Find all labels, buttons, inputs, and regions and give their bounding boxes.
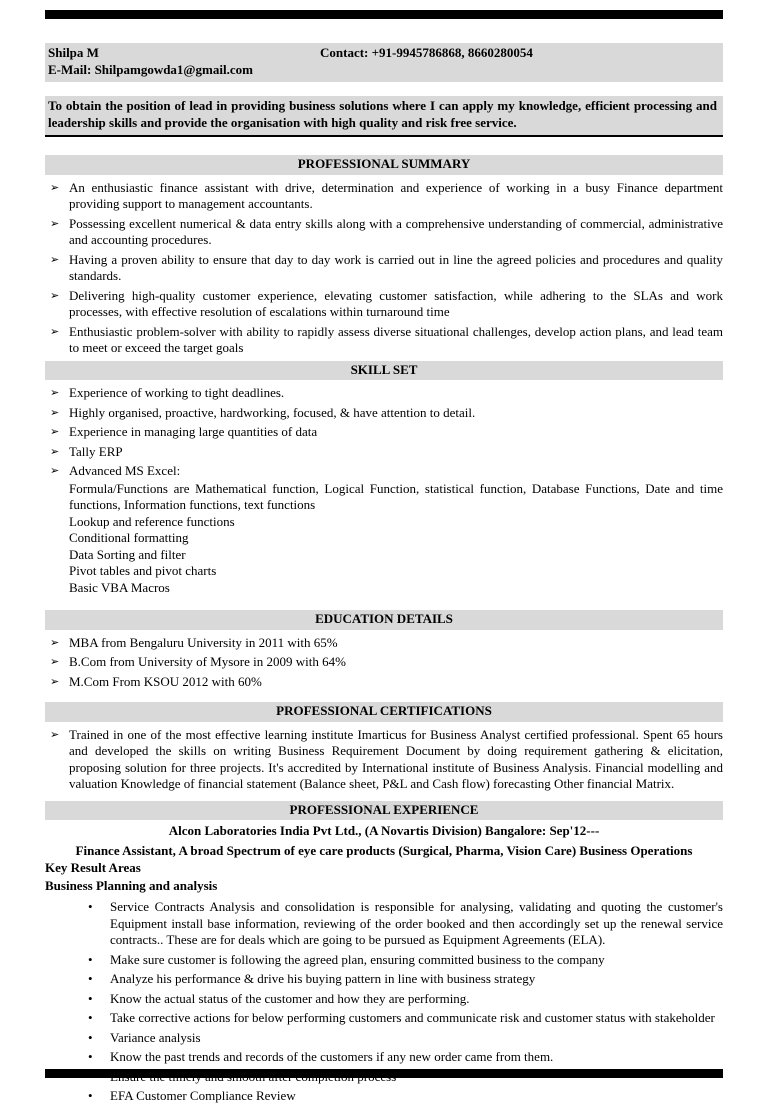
certification-item-text: Trained in one of the most effective learning institute Imarticus for Business Analyst certified professional. Spent 65 hours and developed the skills on writing Business Requirement Document by doing requirement gathering & elicitation, proposing solution for three projects. It's accredited by International institute of Business Analysis. Financial modelling and valuation Knowledge of financial statement (Balance sheet, P&L and Cash flow) forecasting Other financial Matrix.: [69, 726, 723, 791]
education-list: [45, 635, 723, 691]
experience-bullet-text: Make sure customer is following the agreed plan, ensuring committed business to the company: [110, 951, 605, 967]
education-item: [45, 635, 723, 652]
bottom-divider-bar: [45, 1069, 723, 1078]
arrow-bullet-icon: ➢: [50, 217, 60, 230]
summary-item: [45, 252, 723, 285]
experience-company-line: Alcon Laboratories India Pvt Ltd., (A Novartis Division) Bangalore: Sep'12---: [168, 823, 600, 838]
arrow-bullet-icon: ➢: [50, 181, 60, 194]
top-divider-bar: [45, 10, 723, 19]
experience-role-line: Finance Assistant, A broad Spectrum of eye care products (Surgical, Pharma, Vision Care) Business Operations: [75, 842, 693, 858]
experience-bullet-text: Variance analysis: [110, 1029, 201, 1045]
skill-item-text-block: [69, 463, 723, 596]
skill-item-text: Experience in managing large quantities of data: [69, 424, 318, 439]
excel-detail-line: Pivot tables and pivot charts: [69, 563, 217, 578]
dot-bullet-icon: •: [88, 971, 93, 986]
experience-bullet: [45, 1010, 723, 1027]
experience-bullet-text: Service Contracts Analysis and consolidation is responsible for analysing, validating and quoting the customer's Equipment install base information, reviewing of the order booked and then accordingly set up the renewal service contracts.. These are for deals which are going to be pursued as Equipment Agreements (ELA).: [110, 899, 723, 947]
section-header-professional-certifications: PROFESSIONAL CERTIFICATIONS: [45, 702, 723, 722]
candidate-name: Shilpa M: [48, 45, 99, 60]
summary-item-text: Having a proven ability to ensure that day to day work is carried out in line the agreed policies and procedures and quality standards.: [69, 251, 723, 283]
education-item: [45, 654, 723, 671]
summary-item-text: An enthusiastic finance assistant with drive, determination and experience of working in a busy Finance department providing support to management accountants.: [69, 179, 723, 211]
experience-bullet-text: Analyze his performance & drive his buying pattern in line with business strategy: [110, 971, 536, 986]
skill-item-text: Highly organised, proactive, hardworking, focused, & have attention to detail.: [69, 404, 476, 420]
skill-item: [45, 444, 723, 461]
education-item-text: B.Com from University of Mysore in 2009 with 64%: [69, 654, 346, 669]
experience-bullet: [45, 1030, 723, 1047]
arrow-bullet-icon: ➢: [50, 675, 60, 688]
header-row-email: [48, 62, 717, 79]
education-item: [45, 674, 723, 691]
arrow-bullet-icon: ➢: [50, 406, 60, 419]
arrow-bullet-icon: ➢: [50, 636, 60, 649]
experience-bullet-text: Know the past trends and records of the customers if any new order came from them.: [110, 1049, 554, 1064]
dot-bullet-icon: •: [88, 899, 93, 914]
experience-bullet-text: Take corrective actions for below performing customers and communicate risk and customer status with stakeholder: [110, 1010, 715, 1025]
arrow-bullet-icon: ➢: [50, 289, 60, 302]
dot-bullet-icon: •: [88, 951, 93, 967]
excel-detail-line: Data Sorting and filter: [69, 546, 186, 562]
experience-bullet-text: EFA Customer Compliance Review: [110, 1088, 296, 1103]
experience-bullet: [45, 1088, 723, 1105]
excel-detail-line: Basic VBA Macros: [69, 579, 170, 595]
summary-item-text: Possessing excellent numerical & data entry skills along with a comprehensive understanding of commercial, administrative and accounting procedures.: [69, 215, 723, 247]
arrow-bullet-icon: ➢: [50, 253, 60, 266]
contact-number: Contact: +91-9945786868, 8660280054: [320, 45, 533, 60]
experience-bullet: [45, 899, 723, 949]
arrow-bullet-icon: ➢: [50, 325, 60, 338]
dot-bullet-icon: •: [88, 1088, 93, 1103]
experience-bullet: [45, 1049, 723, 1066]
business-planning-heading: Business Planning and analysis: [45, 877, 218, 893]
skill-item: [45, 424, 723, 441]
summary-item: [45, 216, 723, 249]
arrow-bullet-icon: ➢: [50, 656, 60, 668]
skill-item: [45, 405, 723, 422]
arrow-bullet-icon: ➢: [50, 426, 60, 438]
key-result-areas-heading: Key Result Areas: [45, 860, 141, 875]
professional-summary-list: [45, 180, 723, 357]
arrow-bullet-icon: ➢: [50, 387, 60, 399]
experience-bullet: [45, 991, 723, 1008]
summary-item: [45, 180, 723, 213]
skill-item-text: Tally ERP: [69, 443, 123, 459]
education-item-text: M.Com From KSOU 2012 with 60%: [69, 673, 262, 689]
objective-statement: To obtain the position of lead in providing business solutions where I can apply my knowledge, efficient processing and leadership skills and provide the organisation with high quality and risk free service.: [45, 96, 723, 137]
experience-bullet: [45, 952, 723, 969]
dot-bullet-icon: •: [88, 1029, 93, 1045]
section-header-skill-set: SKILL SET: [45, 361, 723, 381]
excel-detail-lines: [69, 481, 723, 597]
skill-item-excel: [45, 463, 723, 596]
section-header-professional-experience: PROFESSIONAL EXPERIENCE: [45, 801, 723, 821]
section-header-education-details: EDUCATION DETAILS: [45, 610, 723, 630]
arrow-bullet-icon: ➢: [50, 465, 60, 477]
summary-item: [45, 288, 723, 321]
section-header-professional-summary: PROFESSIONAL SUMMARY: [45, 155, 723, 175]
dot-bullet-icon: •: [88, 1049, 93, 1064]
summary-item: [45, 324, 723, 357]
summary-item-text: Enthusiastic problem-solver with ability to rapidly assess diverse situational challenges, develop action plans, and lead team to meet or exceed the target goals: [69, 323, 723, 355]
header-row-name-contact: [48, 45, 717, 62]
summary-item-text: Delivering high-quality customer experience, elevating customer satisfaction, while adhering to the SLAs and work processes, with effective resolution of escalations within turnaround time: [69, 287, 723, 319]
education-item-text: MBA from Bengaluru University in 2011 with 65%: [69, 634, 338, 650]
skill-item-text: Experience of working to tight deadlines.: [69, 385, 285, 400]
skill-excel-label: Advanced MS Excel:: [69, 463, 181, 478]
arrow-bullet-icon: ➢: [50, 445, 60, 458]
certifications-list: [45, 727, 723, 793]
certification-item: [45, 727, 723, 793]
experience-bullet-text: Know the actual status of the customer and how they are performing.: [110, 990, 470, 1006]
header: [45, 43, 723, 82]
experience-bullet: [45, 971, 723, 988]
excel-detail-line: Conditional formatting: [69, 530, 189, 545]
skill-set-list: [45, 385, 723, 596]
excel-detail-line: Lookup and reference functions: [69, 513, 235, 529]
dot-bullet-icon: •: [88, 990, 93, 1006]
email-address: E-Mail: Shilpamgowda1@gmail.com: [48, 62, 253, 77]
arrow-bullet-icon: ➢: [50, 728, 60, 741]
excel-detail-line: Formula/Functions are Mathematical function, Logical Function, statistical function, Database Functions, Date and time functions, Information functions, text functions: [69, 480, 723, 512]
dot-bullet-icon: •: [88, 1010, 93, 1025]
skill-item: [45, 385, 723, 402]
